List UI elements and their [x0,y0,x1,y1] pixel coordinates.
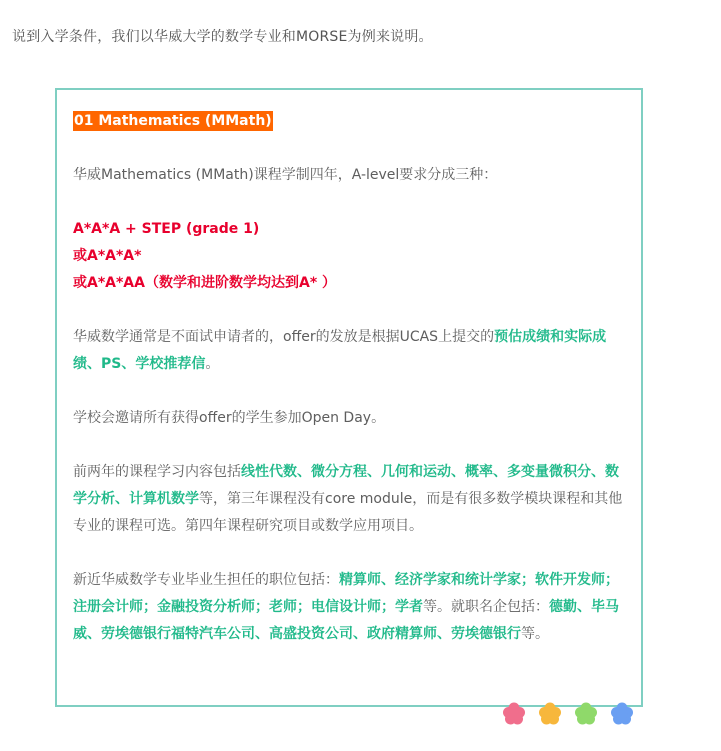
heading-paragraph [73,108,623,135]
content-box [55,88,643,707]
offer-text-end: 。 [205,356,220,372]
green-flower-icon [574,702,598,726]
offer-criteria-highlight: 预估成绩和实际成绩、PS、学校推荐信 [73,329,607,372]
careers-text: 新近华威数学专业毕业生担任的职位包括： [73,572,339,588]
flower-decoration [500,702,640,728]
courses-text-end: 等，第三年课程没有core module，而是有很多数学模块课程和其他专业的课程可选。第四年课程研究项目或数学应用项目。 [73,491,623,534]
orange-flower-icon [538,702,562,726]
requirement-option: 或A*A*AA（数学和进阶数学均达到A* ） [73,275,337,291]
paragraph-careers [73,567,623,648]
paragraph-offer [73,324,623,378]
content-body [73,108,623,675]
requirement-option: 或A*A*A* [73,248,142,264]
requirement-option: A*A*A + STEP (grade 1) [73,221,260,237]
requirements-block [73,216,623,297]
paragraph-courses [73,459,623,540]
careers-companies-highlight: 德勤、毕马威、劳埃德银行福特汽车公司、高盛投资公司、政府精算师、劳埃德银行 [73,599,619,642]
section-heading: 01 Mathematics (MMath) [74,113,272,129]
careers-positions-highlight: 精算师、经济学家和统计学家；软件开发师；注册会计师；金融投资分析师；老师；电信设计师；学者 [73,572,619,615]
pink-flower-icon [502,702,526,726]
intro-text: 说到入学条件，我们以华威大学的数学专业和MORSE为例来说明。 [12,29,433,45]
courses-highlight: 线性代数、微分方程、几何和运动、概率、多变量微积分、数学分析、计算机数学 [73,464,619,507]
blue-flower-icon [610,702,634,726]
offer-text: 华威数学通常是不面试申请者的，offer的发放是根据UCAS上提交的 [73,329,495,345]
paragraph-open-day: 学校会邀请所有获得offer的学生参加Open Day。 [73,410,386,426]
paragraph-duration: 华威Mathematics (MMath)课程学制四年，A-level要求分成三种： [73,167,498,183]
courses-text: 前两年的课程学习内容包括 [73,464,241,480]
careers-text-mid: 等。就职名企包括： [423,599,549,615]
careers-text-end: 等。 [521,626,549,642]
